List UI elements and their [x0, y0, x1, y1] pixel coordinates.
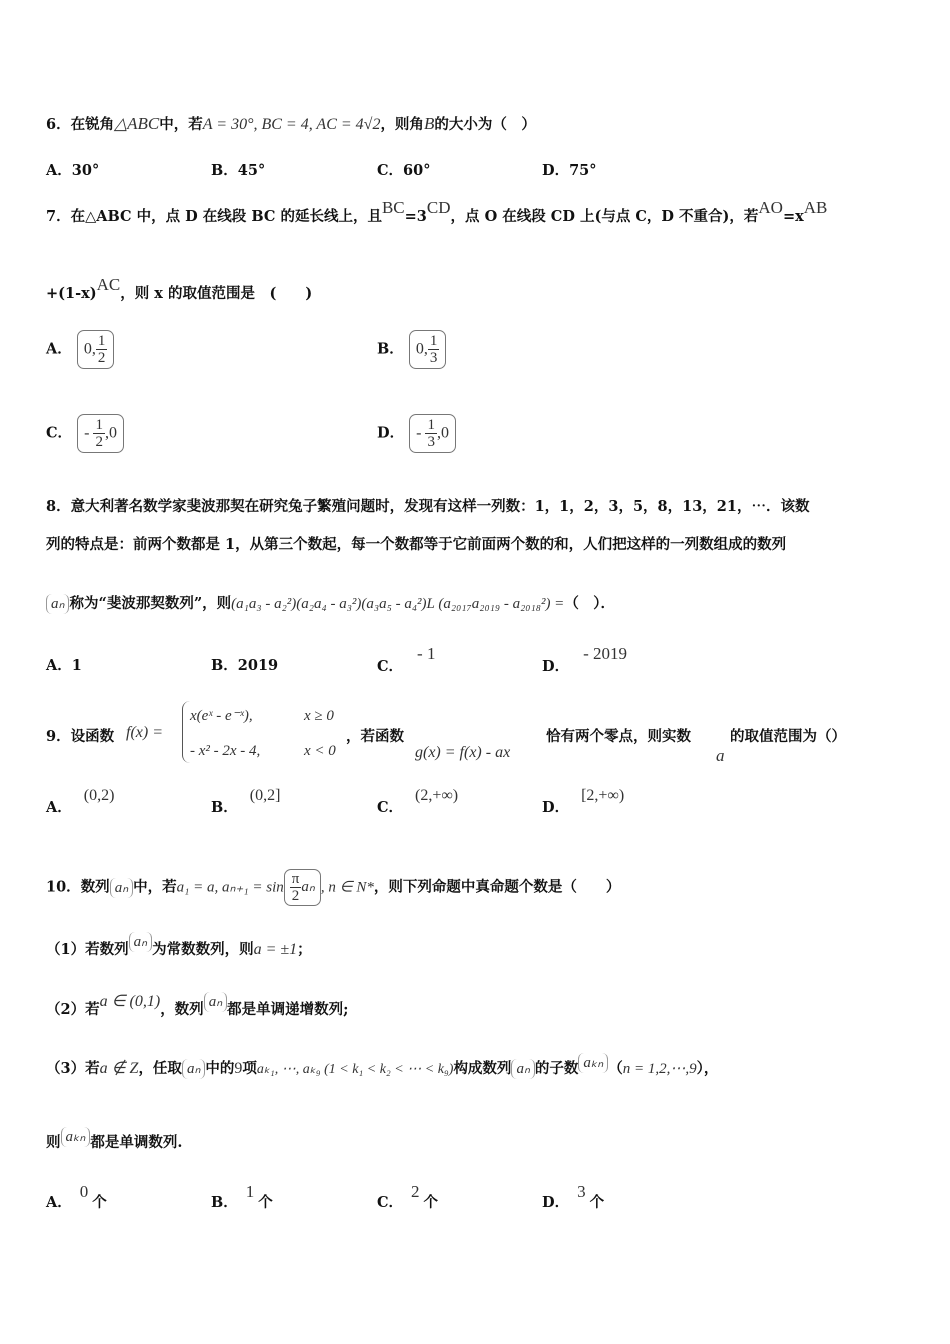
option-text: (0,2) — [83, 787, 115, 804]
q9-option-a[interactable] — [46, 787, 115, 818]
fraction-denominator: 2 — [97, 350, 106, 366]
q8-option-c[interactable] — [377, 644, 436, 677]
q9-text: 恰有两个零点，则实数 — [546, 728, 691, 745]
q9-text: 的取值范围为（） — [730, 728, 846, 745]
q10-text: 构成数列 — [453, 1060, 512, 1077]
q6-option-b[interactable] — [211, 161, 265, 181]
q9-case1: x(eˣ - e⁻ˣ), — [190, 708, 253, 724]
option-label: A． — [46, 799, 72, 816]
q10-math: aₖ₁, ⋯, aₖ₉ (1 < k₁ < k₂ < ⋯ < k₉) — [256, 1062, 454, 1077]
option-label: D． — [542, 1194, 570, 1211]
q10-text: （3）若 — [46, 1060, 100, 1077]
q10-math: a ∈ (0,1) — [99, 993, 161, 1010]
fraction-numerator: 1 — [95, 417, 103, 433]
q10-option-a[interactable] — [46, 1182, 107, 1213]
q7-option-d[interactable] — [377, 414, 456, 453]
option-label: C． — [377, 799, 404, 816]
fraction — [290, 871, 302, 904]
q6-triangle: △ABC — [114, 114, 160, 133]
option-text: 1 — [71, 657, 82, 674]
option-unit: 个 — [92, 1194, 107, 1211]
vector-ac: AC — [96, 275, 121, 294]
sequence-a-n: aₙ — [46, 594, 69, 614]
interval — [77, 330, 115, 369]
q8-text: 称为“斐波那契数列”，则 — [69, 595, 232, 612]
q9-number: 9． — [46, 728, 71, 745]
q10-number: 10． — [46, 878, 81, 896]
q10-text: ）， — [696, 1060, 719, 1077]
q7-text: =3 — [404, 208, 427, 225]
q6-text: 在锐角 — [70, 116, 115, 133]
q10-definition: , n ∈ N* — [320, 879, 374, 896]
q10-text: ，任取 — [138, 1060, 182, 1077]
q10-option-c[interactable] — [377, 1182, 439, 1213]
q10-math: n = 1,2,⋯,9 — [622, 1061, 697, 1077]
option-unit: 个 — [258, 1194, 273, 1211]
sequence-a-n: aₙ — [129, 932, 152, 952]
q10-text: 中，若 — [133, 878, 177, 896]
q6-number: 6． — [46, 116, 71, 133]
option-label: C． — [377, 162, 404, 179]
option-label: A． — [46, 1194, 72, 1211]
fraction-denominator: 2 — [291, 888, 300, 904]
vector-ab: AB — [803, 198, 828, 217]
q8-text: 意大利著名数学家斐波那契在研究兔子繁殖问题时，发现有这样一列数：1，1，2，3，5，8，13，21，⋯．该数 — [70, 498, 810, 515]
option-label: D． — [542, 799, 570, 816]
fraction — [96, 333, 108, 366]
sequence-a-n: aₙ — [204, 992, 227, 1012]
fraction-numerator: 1 — [97, 333, 106, 349]
q10-text: 中的 — [205, 1060, 235, 1077]
fraction — [93, 417, 105, 450]
q7-text: +(1-x) — [46, 285, 97, 302]
sequence-a-n: aₙ — [511, 1059, 534, 1079]
q6-text: 中，若 — [159, 116, 203, 133]
option-label: C． — [46, 424, 73, 442]
q7-option-b[interactable] — [377, 330, 446, 369]
option-text: 60° — [403, 162, 431, 179]
option-label: A． — [46, 657, 72, 674]
option-label: B． — [211, 1194, 238, 1211]
q10-math: 9 — [234, 1060, 243, 1077]
q8-stem-line1 — [46, 497, 809, 517]
subsequence-a-kn: aₖₙ — [61, 1127, 91, 1147]
q9-cond2: x < 0 — [304, 743, 336, 759]
q10-math: a ∉ Z — [99, 1060, 139, 1077]
option-text: (0,2] — [249, 787, 281, 804]
vector-cd: CD — [426, 198, 451, 217]
sin-argument — [284, 869, 321, 906]
q9-function-f: f(x) = — [126, 724, 163, 741]
q10-definition: a₁ = a, aₙ₊₁ = sin — [176, 879, 284, 896]
q8-expression: (a₁a₃ - a₂²)(a₂a₄ - a₃²)(a₃a₅ - a₄²)L (a₂₀₁₇a₂₀₁₉ - a₂₀₁₈²) = — [231, 596, 565, 612]
q6-option-a[interactable] — [46, 161, 99, 181]
q10-math: a = ±1 — [253, 941, 298, 958]
q10-option-d[interactable] — [542, 1182, 605, 1213]
option-label: B． — [211, 657, 238, 674]
interval — [77, 414, 124, 453]
fraction — [428, 333, 440, 366]
option-text: [2,+∞) — [581, 787, 625, 804]
option-unit: 个 — [423, 1194, 439, 1211]
q8-number: 8． — [46, 498, 71, 515]
interval-start: 0, — [83, 340, 96, 358]
q6-option-d[interactable] — [542, 161, 597, 181]
q7-text: ，则 x 的取值范围是 ( ) — [120, 285, 313, 302]
q10-text: 项 — [242, 1060, 257, 1077]
option-label: A． — [46, 162, 72, 179]
interval-start: - — [84, 424, 94, 442]
q7-number: 7． — [46, 208, 71, 225]
option-unit: 个 — [589, 1194, 605, 1211]
q10-text: ，数列 — [160, 1001, 204, 1018]
option-label: B． — [377, 340, 404, 358]
q9-text: ，若函数 — [346, 728, 404, 745]
q6-angle: B — [423, 114, 435, 133]
q8-text: （ ）． — [564, 595, 616, 612]
option-number: 2 — [411, 1182, 420, 1201]
interval — [409, 414, 456, 453]
option-text: 75° — [569, 162, 597, 179]
q10-stem — [46, 869, 620, 906]
option-label: D． — [542, 658, 570, 675]
q10-text: ，则下列命题中真命题个数是（ ） — [373, 878, 621, 896]
q10-text: （2）若 — [46, 1001, 100, 1018]
option-number: 3 — [577, 1182, 586, 1201]
option-text: 45° — [237, 162, 266, 179]
fraction-numerator: 1 — [427, 417, 435, 433]
q9-text: 设函数 — [70, 728, 115, 745]
q7-stem-line2 — [46, 275, 313, 304]
q6-option-c[interactable] — [377, 161, 430, 181]
option-label: B． — [211, 799, 238, 816]
option-label: B． — [211, 162, 238, 179]
fraction-numerator: π — [291, 871, 300, 887]
interval-start: 0, — [415, 340, 428, 358]
option-number: 1 — [245, 1182, 255, 1201]
fraction-denominator: 3 — [427, 434, 435, 450]
q9-cond1: x ≥ 0 — [304, 708, 334, 724]
q8-text: 列的特点是：前两个数都是 1，从第三个数起，每一个数都等于它前面两个数的和，人们把这样的一列数组成的数列 — [46, 536, 787, 553]
q6-stem — [46, 114, 536, 135]
q10-text: 都是单调数列. — [90, 1134, 183, 1151]
option-text: 30° — [71, 162, 100, 179]
q6-condition: A = 30°, BC = 4, AC = 4√2 — [202, 116, 381, 133]
q10-statement-1 — [46, 934, 312, 960]
q8-stem-line2 — [46, 535, 786, 555]
q7-option-a[interactable] — [46, 330, 114, 369]
q9-case2: - x² - 2x - 4, — [190, 743, 261, 759]
q7-option-c[interactable] — [46, 414, 124, 453]
q10-text: 则 — [46, 1134, 61, 1151]
option-label: D． — [542, 162, 570, 179]
option-text: 2019 — [237, 657, 279, 674]
q9-option-b[interactable] — [211, 787, 281, 818]
sequence-a-n: aₙ — [182, 1059, 205, 1079]
option-number: 0 — [79, 1182, 89, 1201]
fraction-denominator: 3 — [429, 350, 438, 366]
option-label: A． — [46, 340, 72, 358]
q10-statement-3-cont — [46, 1129, 183, 1153]
q10-text: 数列 — [80, 878, 110, 896]
sequence-a-n: aₙ — [110, 878, 133, 898]
q10-text: 为常数数列，则 — [152, 941, 254, 958]
interval-end: ,0 — [104, 424, 117, 442]
q8-option-a[interactable] — [46, 656, 82, 676]
q7-stem-line1 — [46, 198, 828, 227]
q9-function-g: g(x) = f(x) - ax — [415, 744, 511, 761]
q6-text: ，则角 — [380, 116, 424, 133]
q10-text: （1）若数列 — [46, 941, 129, 958]
fraction-denominator: 2 — [95, 434, 103, 450]
subsequence-a-kn: aₖₙ — [578, 1053, 608, 1073]
option-text: - 1 — [417, 644, 436, 663]
fraction — [425, 417, 437, 450]
q10-definition: aₙ — [301, 879, 315, 896]
option-text: - 2019 — [583, 644, 627, 663]
q10-option-b[interactable] — [211, 1182, 273, 1213]
q10-text: 都是单调递增数列; — [227, 1001, 349, 1018]
q7-text: 在△ABC 中，点 D 在线段 BC 的延长线上，且 — [70, 208, 382, 225]
q10-statement-2 — [46, 993, 349, 1020]
fraction-numerator: 1 — [429, 333, 438, 349]
interval-start: - — [416, 424, 426, 442]
option-text: (2,+∞) — [415, 787, 459, 804]
interval-end: ,0 — [436, 424, 449, 442]
option-label: C． — [377, 1194, 404, 1211]
vector-bc: BC — [381, 198, 405, 217]
q7-text: ，点 O 在线段 CD 上(与点 C，D 不重合)，若 — [450, 208, 759, 225]
q10-text: ； — [297, 941, 312, 958]
q9-option-d[interactable] — [542, 787, 625, 818]
option-label: C． — [377, 658, 404, 675]
q10-statement-3 — [46, 1055, 719, 1080]
interval — [409, 330, 447, 369]
q9-option-c[interactable] — [377, 787, 459, 818]
q9-variable-a: a — [716, 746, 725, 765]
q8-stem-line3 — [46, 594, 615, 614]
q8-option-d[interactable] — [542, 644, 627, 677]
q9-stem-num — [46, 727, 114, 747]
q10-text: 的子数 — [534, 1060, 579, 1077]
vector-ao: AO — [758, 198, 783, 217]
q8-option-b[interactable] — [211, 656, 278, 676]
option-label: D． — [377, 424, 405, 442]
q7-text: =x — [782, 208, 804, 225]
q6-text: 的大小为（ ） — [434, 116, 536, 133]
q10-text: （ — [608, 1060, 623, 1077]
